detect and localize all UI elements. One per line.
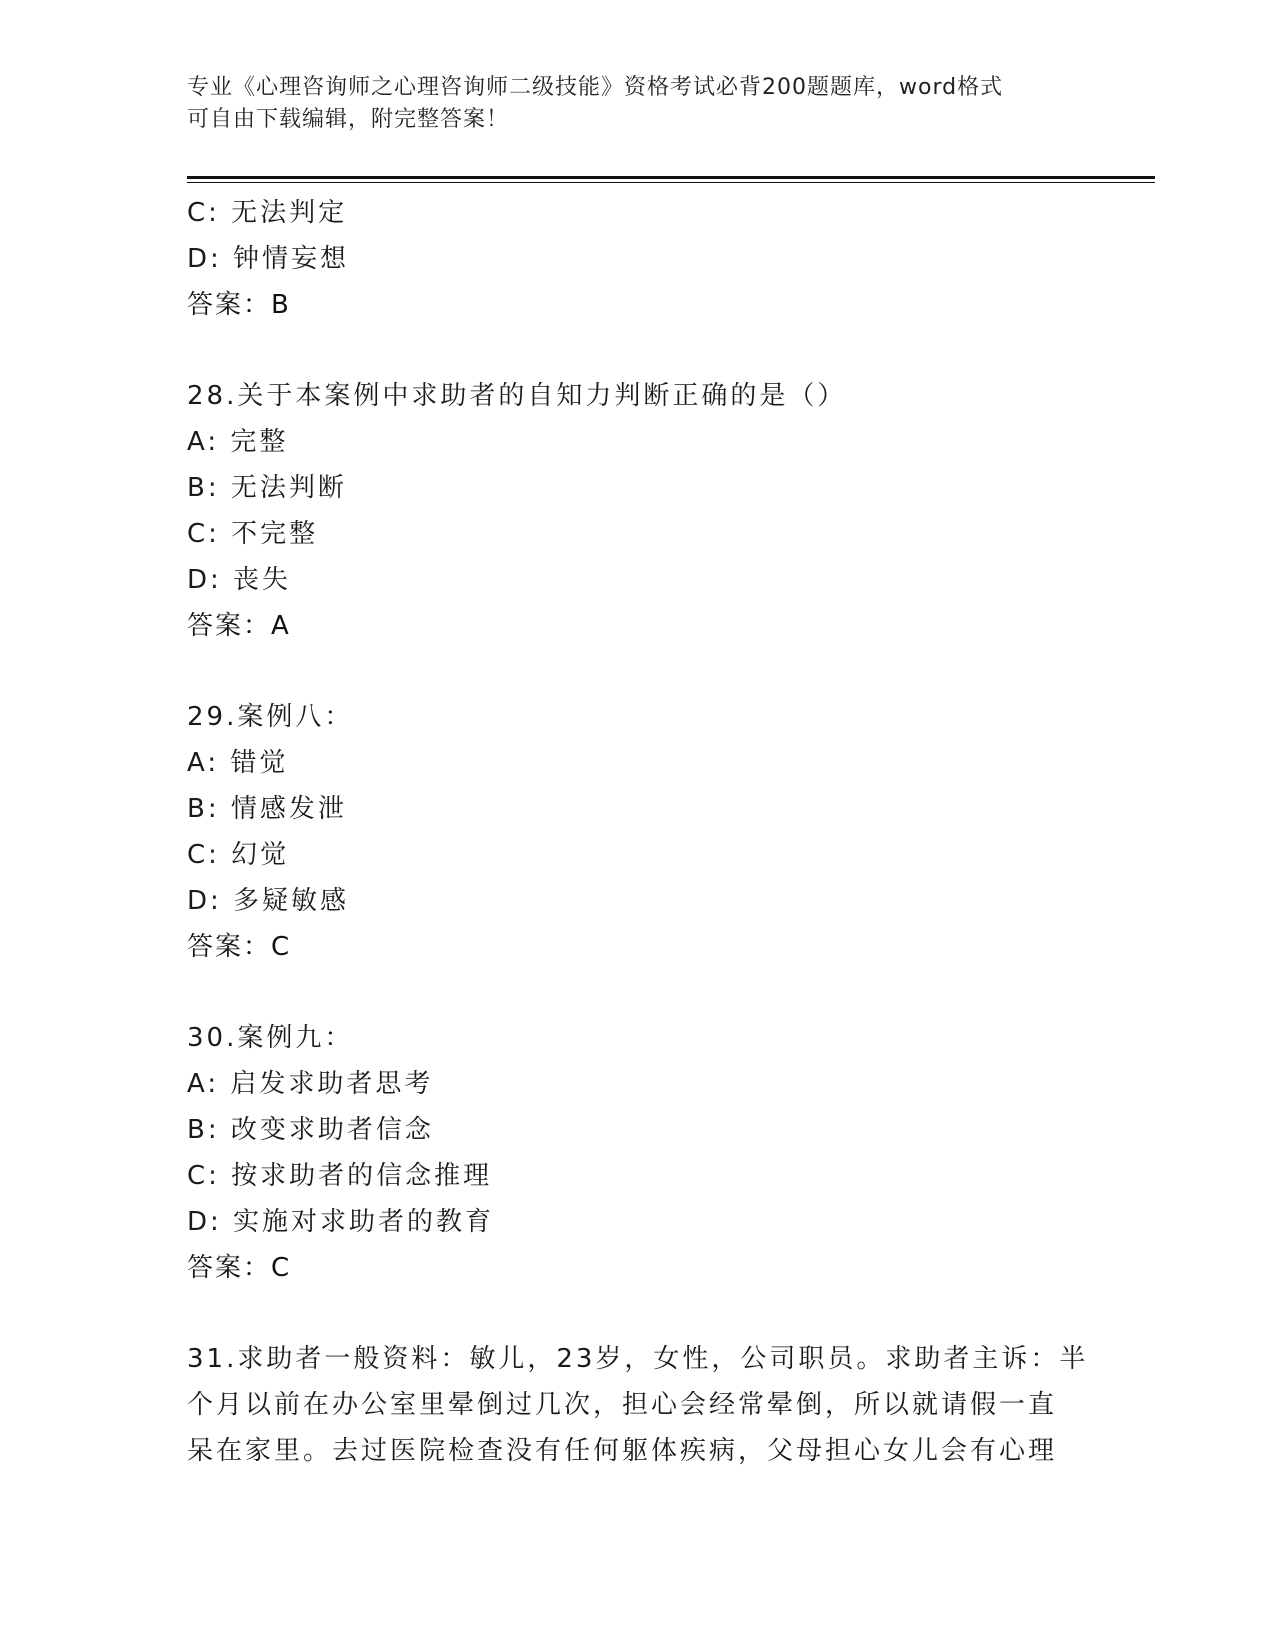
spacer [187,1291,1087,1336]
option-c: C: 幻觉 [187,840,290,870]
option-c: C: 不完整 [187,519,319,549]
header-divider-thick [187,176,1155,179]
option-d: D: 钟情妄想 [187,244,350,274]
option-d: D: 实施对求助者的教育 [187,1207,495,1237]
question-list [187,190,1087,1474]
spacer [187,328,1087,373]
option-c: C: 无法判定 [187,198,348,228]
spacer [187,970,1087,1015]
option-c: C: 按求助者的信念推理 [187,1161,493,1191]
question-stem: 30.案例九： [187,1023,354,1053]
answer-line: 答案：C [187,1253,292,1283]
header-title-line-2: 可自由下载编辑，附完整答案！ [187,107,510,132]
answer-line: 答案：C [187,932,292,962]
answer-line: 答案：B [187,290,291,320]
question-stem-line-1: 31.求助者一般资料：敏儿，23岁，女性，公司职员。求助者主诉：半 [187,1344,1089,1374]
question-stem-line-2: 个月以前在办公室里晕倒过几次，担心会经常晕倒，所以就请假一直 [187,1390,1058,1420]
document-header [187,72,1087,136]
header-title-line-1: 专业《心理咨询师之心理咨询师二级技能》资格考试必背200题题库，word格式 [187,75,1004,100]
question-stem-line-3: 呆在家里。去过医院检查没有任何躯体疾病，父母担心女儿会有心理 [187,1436,1058,1466]
question-stem: 29.案例八： [187,702,354,732]
question-28 [187,373,1087,649]
question-stem: 28.关于本案例中求助者的自知力判断正确的是（） [187,381,847,411]
option-a: A: 错觉 [187,748,289,778]
option-b: B: 情感发泄 [187,794,347,824]
header-divider-thin [187,182,1155,183]
option-a: A: 完整 [187,427,289,457]
option-b: B: 改变求助者信念 [187,1115,434,1145]
question-29 [187,694,1087,970]
spacer [187,649,1087,694]
option-b: B: 无法判断 [187,473,347,503]
answer-line: 答案：A [187,611,291,641]
option-a: A: 启发求助者思考 [187,1069,434,1099]
question-27-tail [187,190,1087,328]
question-31 [187,1336,1087,1474]
option-d: D: 丧失 [187,565,292,595]
option-d: D: 多疑敏感 [187,886,350,916]
question-30 [187,1015,1087,1291]
